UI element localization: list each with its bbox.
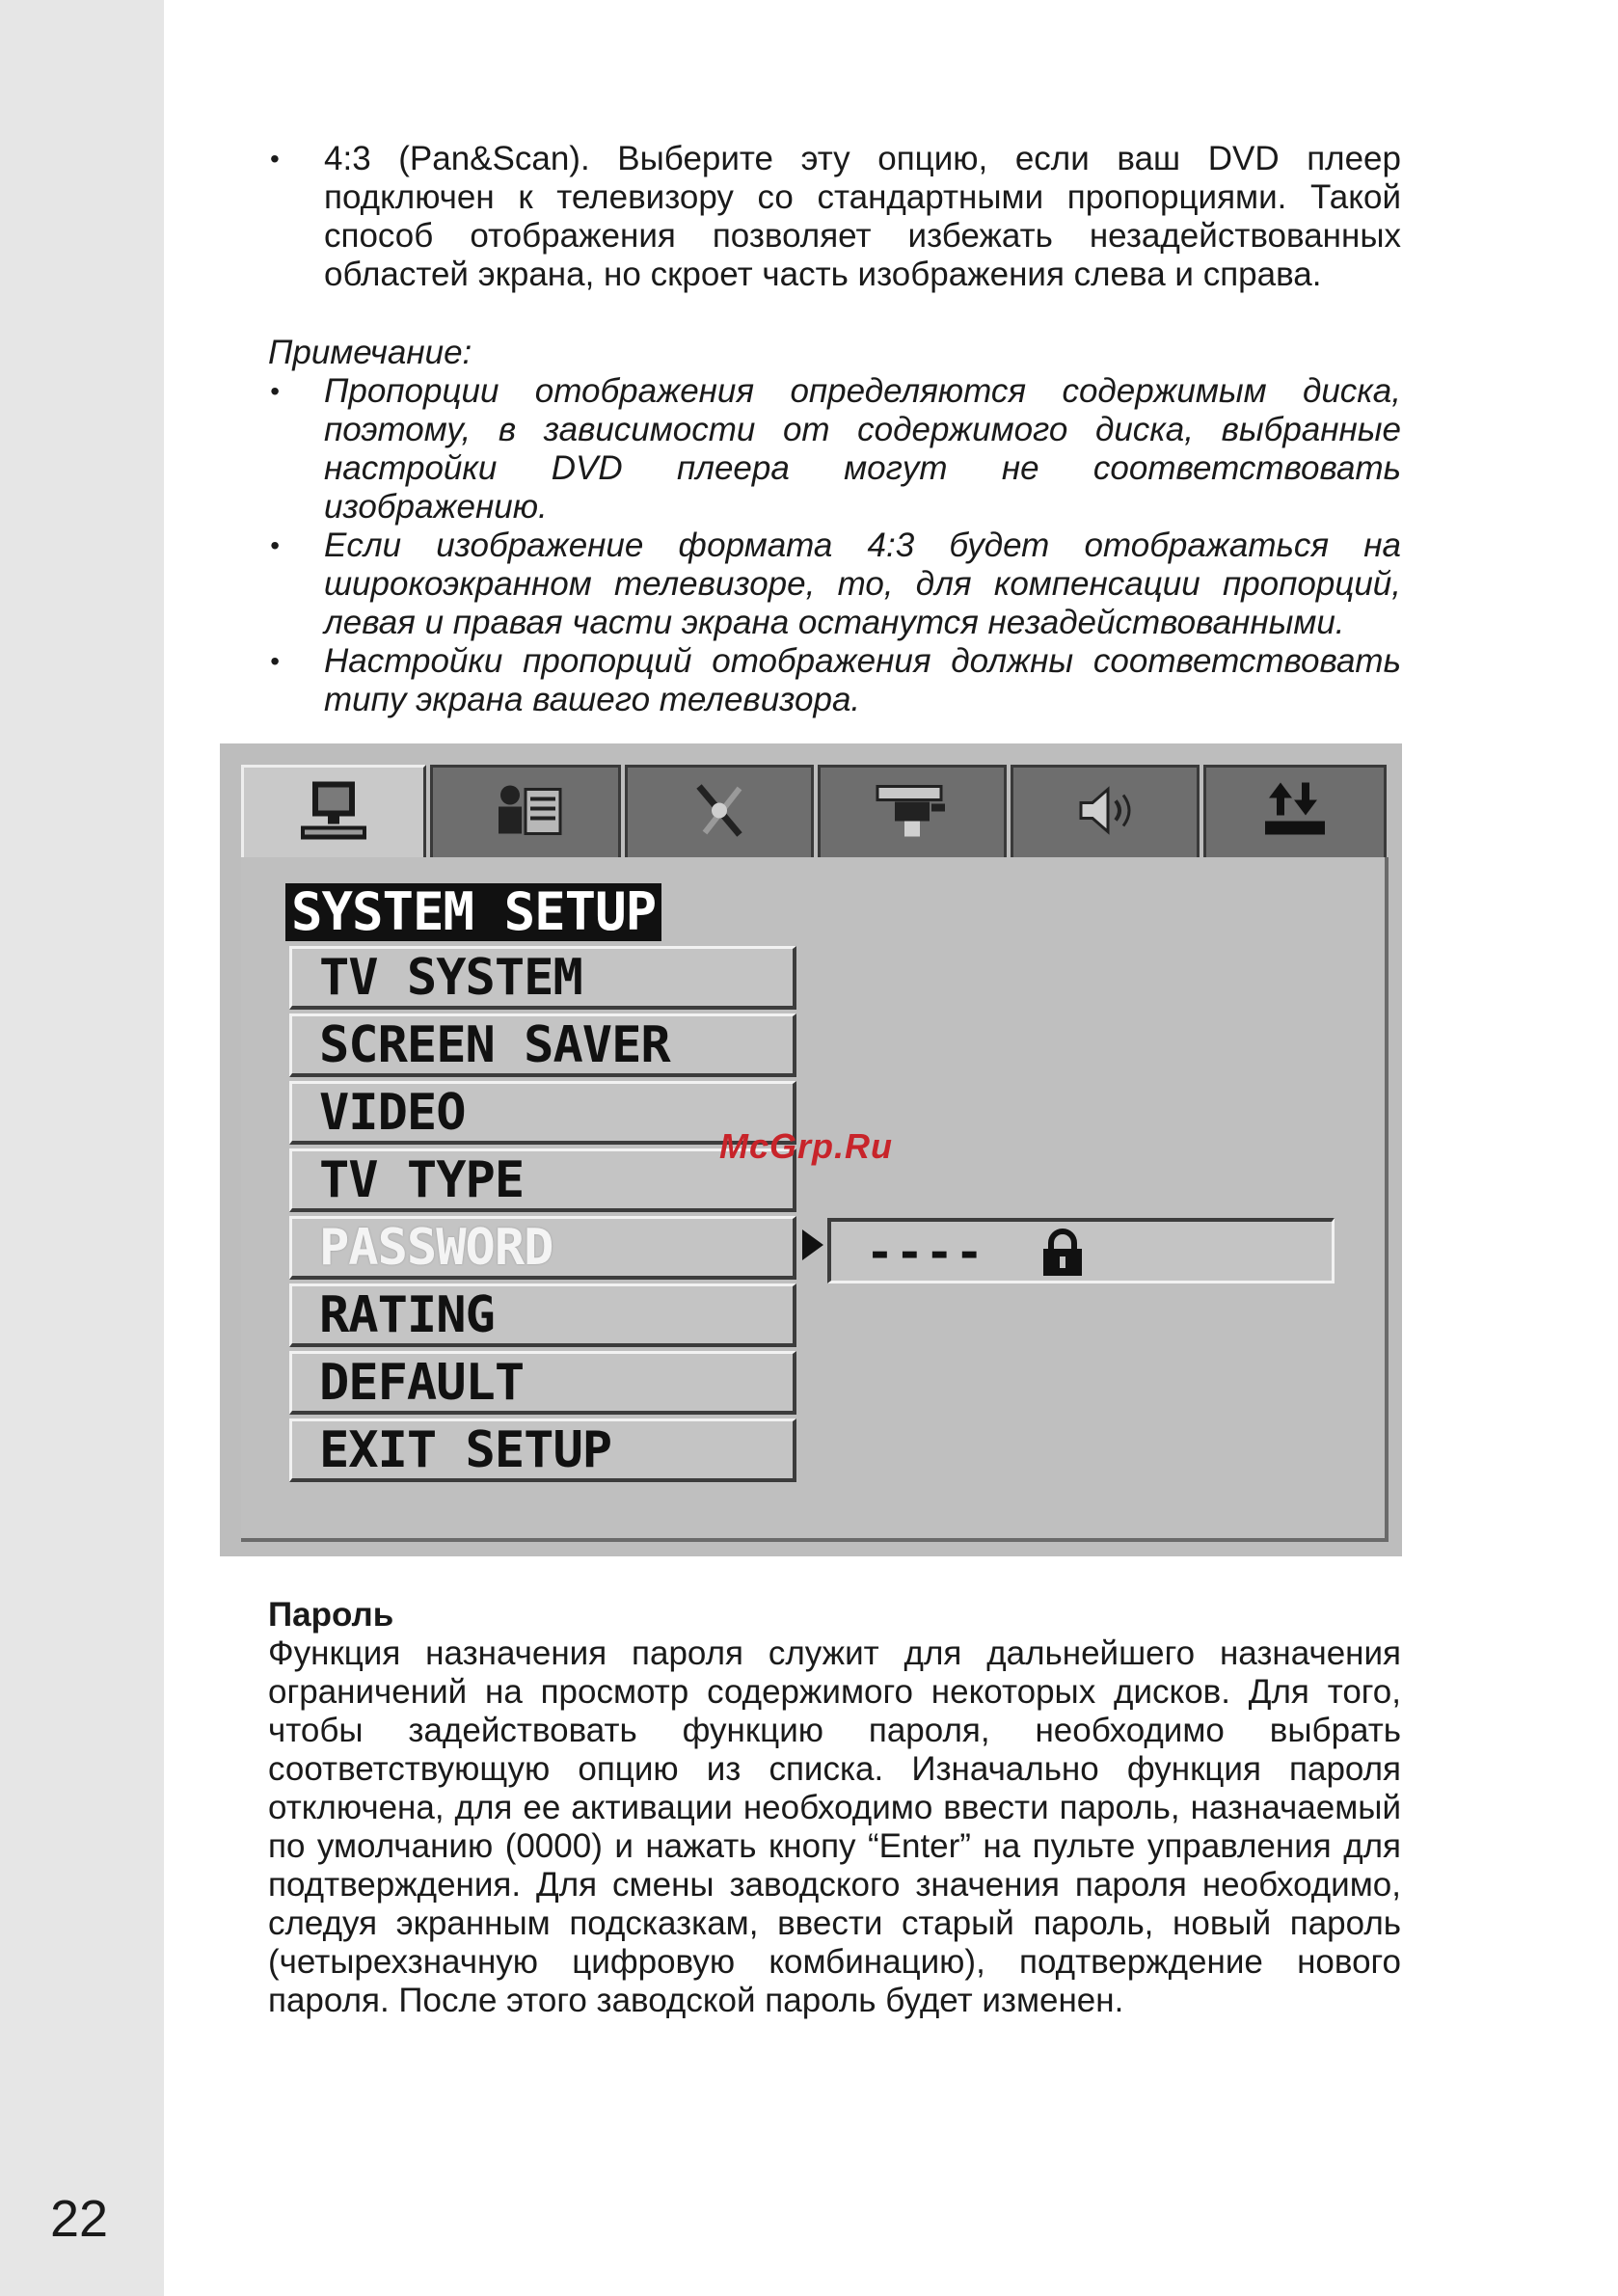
tab-audio-setup[interactable] [625,765,814,857]
menu-item-video[interactable]: VIDEO [289,1081,796,1145]
tab-video-setup[interactable] [818,765,1007,857]
password-section [268,1596,1401,2020]
menu-item-rating[interactable]: RATING [289,1283,796,1347]
osd-title: SYSTEM SETUP [285,883,661,941]
password-value: ---- [866,1226,985,1280]
bullet-dot-icon: • [270,530,280,560]
menu-item-default[interactable]: DEFAULT [289,1351,796,1415]
note-block [268,334,1401,719]
speaker-icon [1071,781,1139,844]
menu-item-tv-type[interactable]: TV TYPE [289,1148,796,1212]
menu-item-screen-saver[interactable]: SCREEN SAVER [289,1013,796,1077]
language-setup-icon [485,781,566,844]
submenu-arrow-icon [802,1229,823,1260]
top-bullet-block [268,140,1401,294]
note-item-text: Пропорции отображения определяются содержимым диска, поэтому, в зависимости от содержимого диска, выбранные настройки DVD плеера могут не соответствовать изображению. [324,372,1401,526]
tab-system-setup[interactable] [241,765,426,861]
menu-item-exit-setup[interactable]: EXIT SETUP [289,1418,796,1482]
tab-speaker-setup[interactable] [1011,765,1200,857]
page-side-strip [0,0,164,2296]
watermark: McGrp.Ru [719,1126,894,1166]
section-body: Функция назначения пароля служит для дальнейшего назначения ограничений на просмотр содержимого некоторых дисков. Для того, чтобы задействовать функцию пароля, необходимо выбрать соответствующую опцию из списка. Изначально функция пароля отключена, для ее активации необходимо ввести пароль, назначаемый по умолчанию (0000) и нажать кнопу “Enter” на пульте управления для подтверждения. Для смены заводского значения пароля необходимо, следуя экранным подсказкам, ввести старый пароль, новый пароль (четырехзначную цифровую комбинацию), подтверждение нового пароля. После этого заводской пароль будет изменен. [268,1634,1401,2019]
page-number: 22 [50,2190,109,2248]
bullet-dot-icon: • [270,144,280,174]
bullet-dot-icon: • [270,646,280,676]
video-setup-icon [872,778,953,847]
note-title: Примечание: [268,334,472,371]
menu-item-tv-system[interactable]: TV SYSTEM [289,946,796,1010]
note-item-text: Если изображение формата 4:3 будет отображаться на широкоэкранном телевизоре, то, для компенсации пропорций, левая и правая части экрана останутся незадействованными. [324,527,1401,641]
tab-language-setup[interactable] [430,765,621,857]
bullet-text: 4:3 (Pan&Scan). Выберите эту опцию, если ваш DVD плеер подключен к телевизору со стандартными пропорциями. Такой способ отображения позволяет избежать незадействованных областей экрана, но скроет часть изображения слева и справа. [324,140,1401,293]
note-item [268,372,1401,527]
password-field[interactable] [827,1218,1335,1283]
note-item [268,527,1401,642]
note-item-text: Настройки пропорций отображения должны соответствовать типу экрана вашего телевизора. [324,642,1401,718]
lock-icon [1034,1228,1092,1283]
tab-digital-setup[interactable] [1203,765,1387,857]
arrows-up-down-icon [1261,778,1329,847]
bullet-dot-icon: • [270,376,280,406]
note-item [268,642,1401,719]
bullet-item [268,140,1401,294]
osd-menu [289,946,796,1486]
system-setup-icon [295,777,372,851]
section-heading: Пароль [268,1596,394,1634]
audio-setup-icon [686,776,753,849]
menu-item-password[interactable]: PASSWORD [289,1216,796,1280]
